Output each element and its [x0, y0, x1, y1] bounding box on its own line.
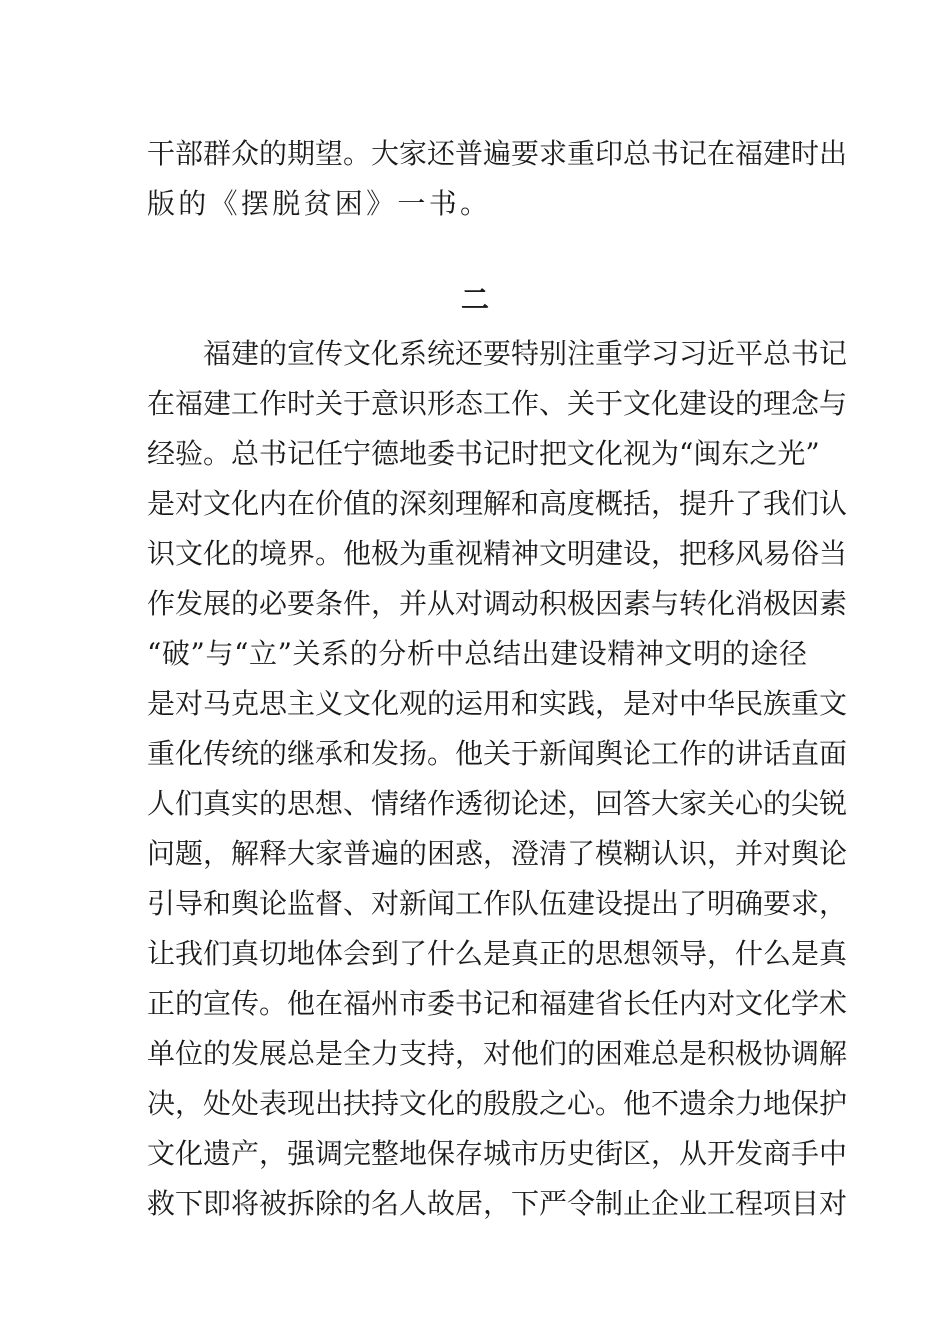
text-line: 经验。总书记任宁德地委书记时把文化视为“闽东之光”: [147, 437, 820, 470]
text-line: 文化遗产，强调完整地保存城市历史街区，从开发商手中: [147, 1137, 848, 1170]
text-line: 是对文化内在价值的深刻理解和高度概括，提升了我们认: [147, 487, 848, 520]
text-line: 引导和舆论监督、对新闻工作队伍建设提出了明确要求，: [147, 887, 848, 920]
text-line: “破”与“立”关系的分析中总结出建设精神文明的途径: [147, 637, 807, 670]
section-heading: 二: [460, 283, 489, 316]
text-line: 干部群众的期望。大家还普遍要求重印总书记在福建时出: [147, 137, 848, 170]
text-line: 识文化的境界。他极为重视精神文明建设，把移风易俗当: [147, 537, 848, 570]
text-line: 决，处处表现出扶持文化的殷殷之心。他不遗余力地保护: [147, 1087, 848, 1120]
text-line: 问题，解释大家普遍的困惑，澄清了模糊认识，并对舆论: [147, 837, 848, 870]
text-line: 福建的宣传文化系统还要特别注重学习习近平总书记: [147, 337, 848, 370]
text-line: 正的宣传。他在福州市委书记和福建省长任内对文化学术: [147, 987, 848, 1020]
text-line: 单位的发展总是全力支持，对他们的困难总是积极协调解: [147, 1037, 848, 1070]
text-line: 重化传统的继承和发扬。他关于新闻舆论工作的讲话直面: [147, 737, 848, 770]
text-line: 救下即将被拆除的名人故居，下严令制止企业工程项目对: [147, 1187, 848, 1220]
text-line: 版的《摆脱贫困》一书。: [147, 187, 492, 220]
text-line: 人们真实的思想、情绪作透彻论述，回答大家关心的尖锐: [147, 787, 848, 820]
text-line: 作发展的必要条件，并从对调动积极因素与转化消极因素: [147, 587, 848, 620]
text-line: 在福建工作时关于意识形态工作、关于文化建设的理念与: [147, 387, 848, 420]
text-line: 是对马克思主义文化观的运用和实践，是对中华民族重文: [147, 687, 848, 720]
text-line: 让我们真切地体会到了什么是真正的思想领导，什么是真: [147, 937, 848, 970]
